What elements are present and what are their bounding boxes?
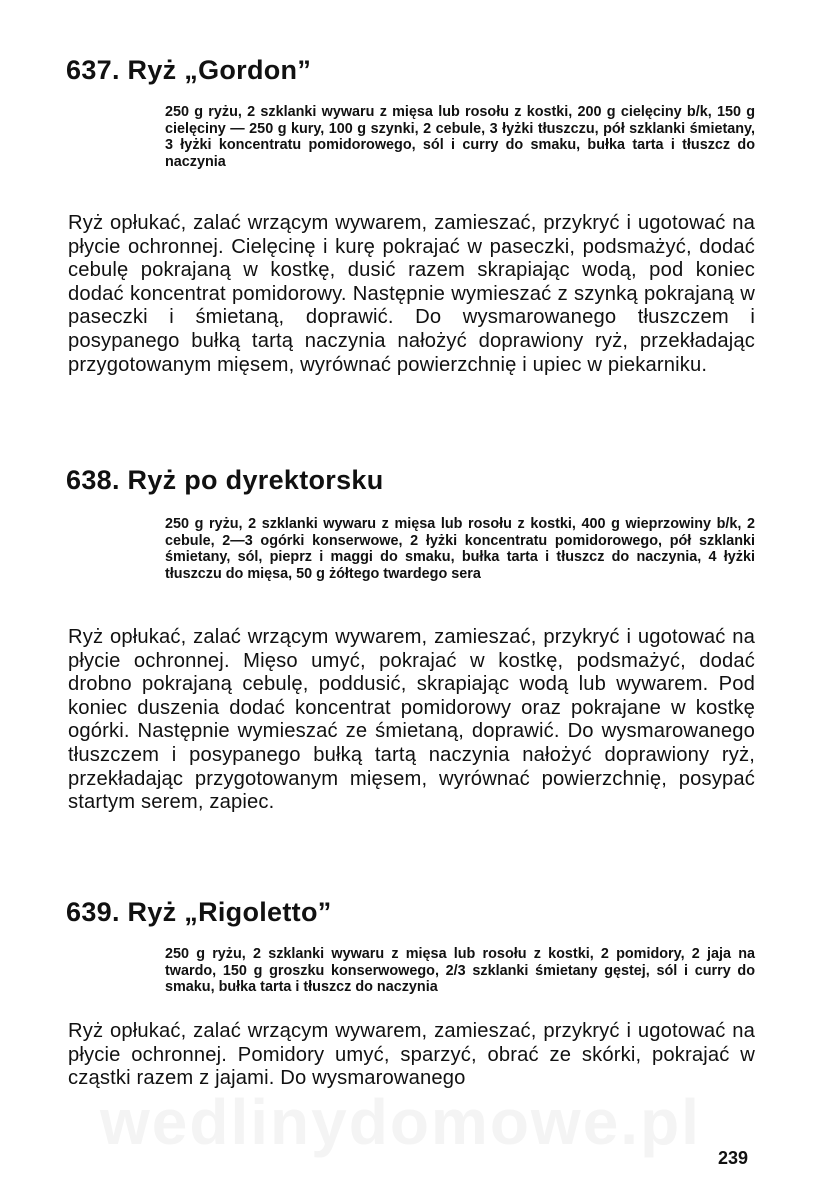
recipe-637-instructions: Ryż opłukać, zalać wrzącym wywarem, zamieszać, przykryć i ugotować na płycie ochronnej. Cielęcinę i kurę pokrajać w paseczki, podsmażyć, dodać cebulę pokrajaną w kostkę, dusić razem skrapiając wodą, pod koniec dodać koncentrat pomidorowy. Następnie wymieszać z szynką pokrajaną w paseczki i śmietaną, doprawić. Do wysmarowanego tłuszczem i posypanego bułką tartą naczynia nałożyć doprawiony ryż, przekładając przygotowanym mięsem, wyrównać powierzchnię i upiec w piekarniku. xyxy=(68,212,755,376)
recipe-637-ingredients: 250 g ryżu, 2 szklanki wywaru z mięsa lub rosołu z kostki, 200 g cielęciny b/k, 150 g cielęciny — 250 g kury, 100 g szynki, 2 cebule, 3 łyżki tłuszczu, pół szklanki śmietany, 3 łyżki koncentratu pomidorowego, sól i curry do smaku, bułka tarta i tłuszcz do naczynia xyxy=(165,104,755,170)
recipe-637-title: 637. Ryż „Gordon” xyxy=(66,55,312,85)
recipe-638-instructions: Ryż opłukać, zalać wrzącym wywarem, zamieszać, przykryć i ugotować na płycie ochronnej. Mięso umyć, pokrajać w kostkę, podsmażyć, dodać drobno pokrajaną cebulę, poddusić, skrapiając wodą lub wywarem. Pod koniec duszenia dodać koncentrat pomidorowy oraz pokrajane w kostkę ogórki. Następnie wymieszać ze śmietaną, doprawić. Do wysmarowanego tłuszczem i posypanego bułką tartą naczynia nałożyć doprawiony ryż, przekładając przygotowanym mięsem, wyrównać powierzchnię, posypać startym serem, zapiec. xyxy=(68,626,755,814)
watermark: wedlinydomowe.pl xyxy=(100,1086,701,1158)
page-number: 239 xyxy=(718,1148,749,1168)
recipe-639-ingredients: 250 g ryżu, 2 szklanki wywaru z mięsa lub rosołu z kostki, 2 pomidory, 2 jaja na twardo, 150 g groszku konserwowego, 2/3 szklanki śmietany gęstej, sól i curry do smaku, bułka tarta i tłuszcz do naczynia xyxy=(165,946,755,995)
recipe-638-ingredients: 250 g ryżu, 2 szklanki wywaru z mięsa lub rosołu z kostki, 400 g wieprzowiny b/k, 2 cebule, 2—3 ogórki konserwowe, 2 łyżki koncentratu pomidorowego, pół szklanki śmietany, sól, pieprz i maggi do smaku, bułka tarta i tłuszcz do naczynia, 4 łyżki tłuszczu do mięsa, 50 g żółtego twardego sera xyxy=(165,516,755,582)
recipe-639-instructions: Ryż opłukać, zalać wrzącym wywarem, zamieszać, przykryć i ugotować na płycie ochronnej. Pomidory umyć, sparzyć, obrać ze skórki, pokrajać w cząstki razem z jajami. Do wysmarowanego xyxy=(68,1020,755,1090)
recipe-639-title: 639. Ryż „Rigoletto” xyxy=(66,897,332,927)
recipe-638-title: 638. Ryż po dyrektorsku xyxy=(66,465,384,495)
